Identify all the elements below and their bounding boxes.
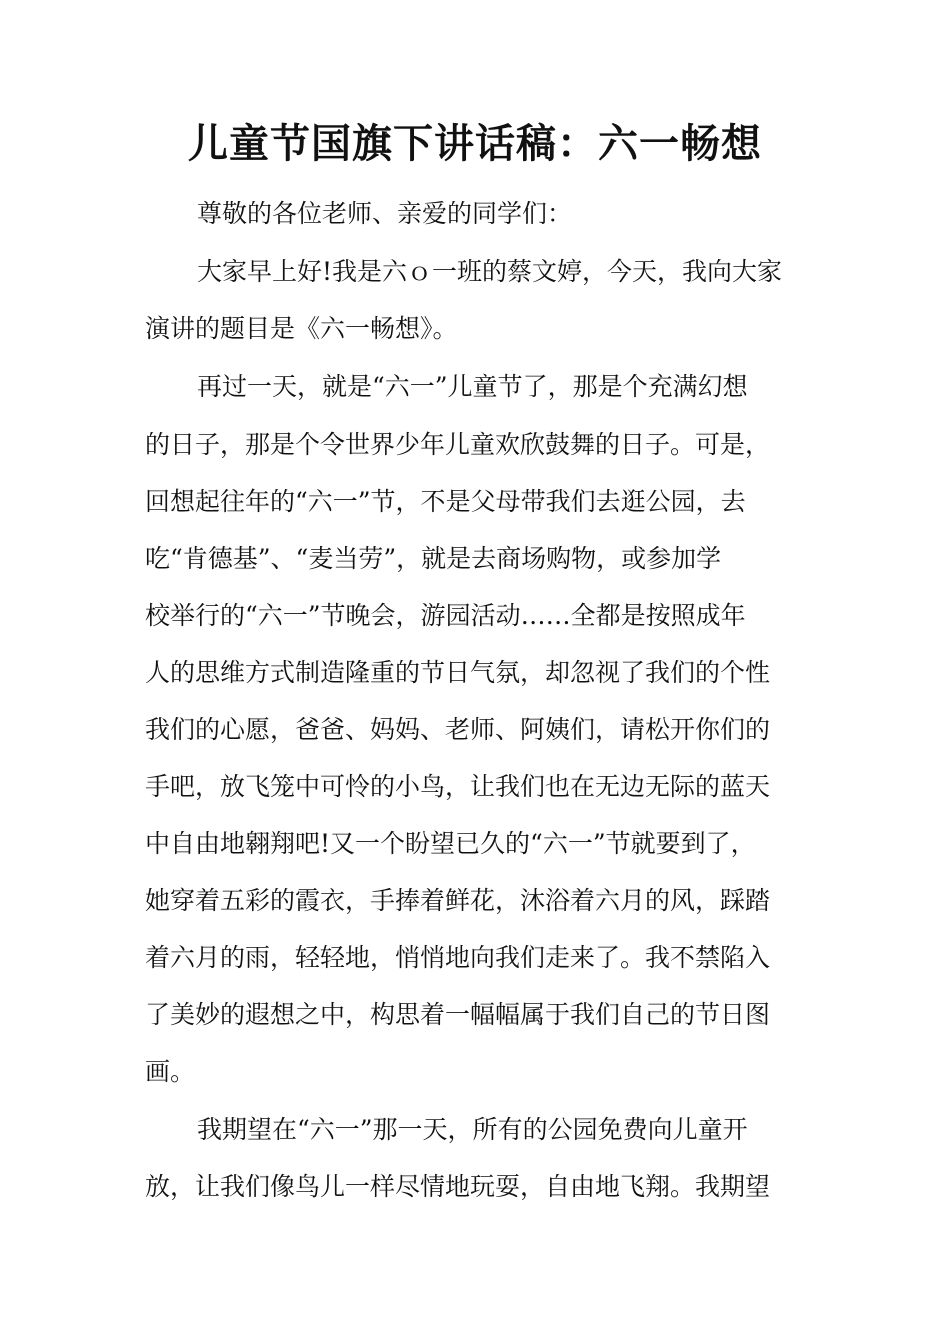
paragraph-line: 吃“肯德基”、“麦当劳”，就是去商场购物，或参加学 (145, 544, 722, 573)
paragraph-line: 大家早上好!我是六ｏ一班的蔡文婷，今天，我向大家 (197, 257, 783, 286)
paragraph-line: 了美妙的遐想之中，构思着一幅幅属于我们自己的节日图 (145, 1000, 771, 1029)
paragraph-line: 人的思维方式制造隆重的节日气氛，却忽视了我们的个性 (145, 658, 771, 687)
salutation-line: 尊敬的各位老师、亲爱的同学们： (197, 199, 573, 228)
paragraph-line: 回想起往年的“六一”节，不是父母带我们去逛公园，去 (145, 487, 746, 516)
paragraph-line: 我期望在“六一”那一天，所有的公园免费向儿童开 (197, 1115, 748, 1144)
paragraph-line: 再过一天，就是“六一”儿童节了，那是个充满幻想 (197, 372, 748, 401)
paragraph-line: 的日子，那是个令世界少年儿童欢欣鼓舞的日子。可是， (145, 430, 771, 459)
paragraph-line: 中自由地翱翔吧!又一个盼望已久的“六一”节就要到了， (145, 829, 756, 858)
paragraph-line: 校举行的“六一”节晚会，游园活动……全都是按照成年 (145, 601, 746, 630)
paragraph-line: 手吧，放飞笼中可怜的小鸟，让我们也在无边无际的蓝天 (145, 772, 771, 801)
paragraph-line: 演讲的题目是《六一畅想》。 (145, 314, 458, 343)
paragraph-line: 我们的心愿，爸爸、妈妈、老师、阿姨们，请松开你们的 (145, 715, 771, 744)
paragraph-line: 画。 (145, 1057, 196, 1086)
paragraph-line: 着六月的雨，轻轻地，悄悄地向我们走来了。我不禁陷入 (145, 943, 771, 972)
paragraph-line: 她穿着五彩的霞衣，手捧着鲜花，沐浴着六月的风，踩踏 (145, 886, 771, 915)
paragraph-line: 放，让我们像鸟儿一样尽情地玩耍，自由地飞翔。我期望 (145, 1172, 771, 1201)
document-title: 儿童节国旗下讲话稿：六一畅想 (188, 120, 762, 167)
